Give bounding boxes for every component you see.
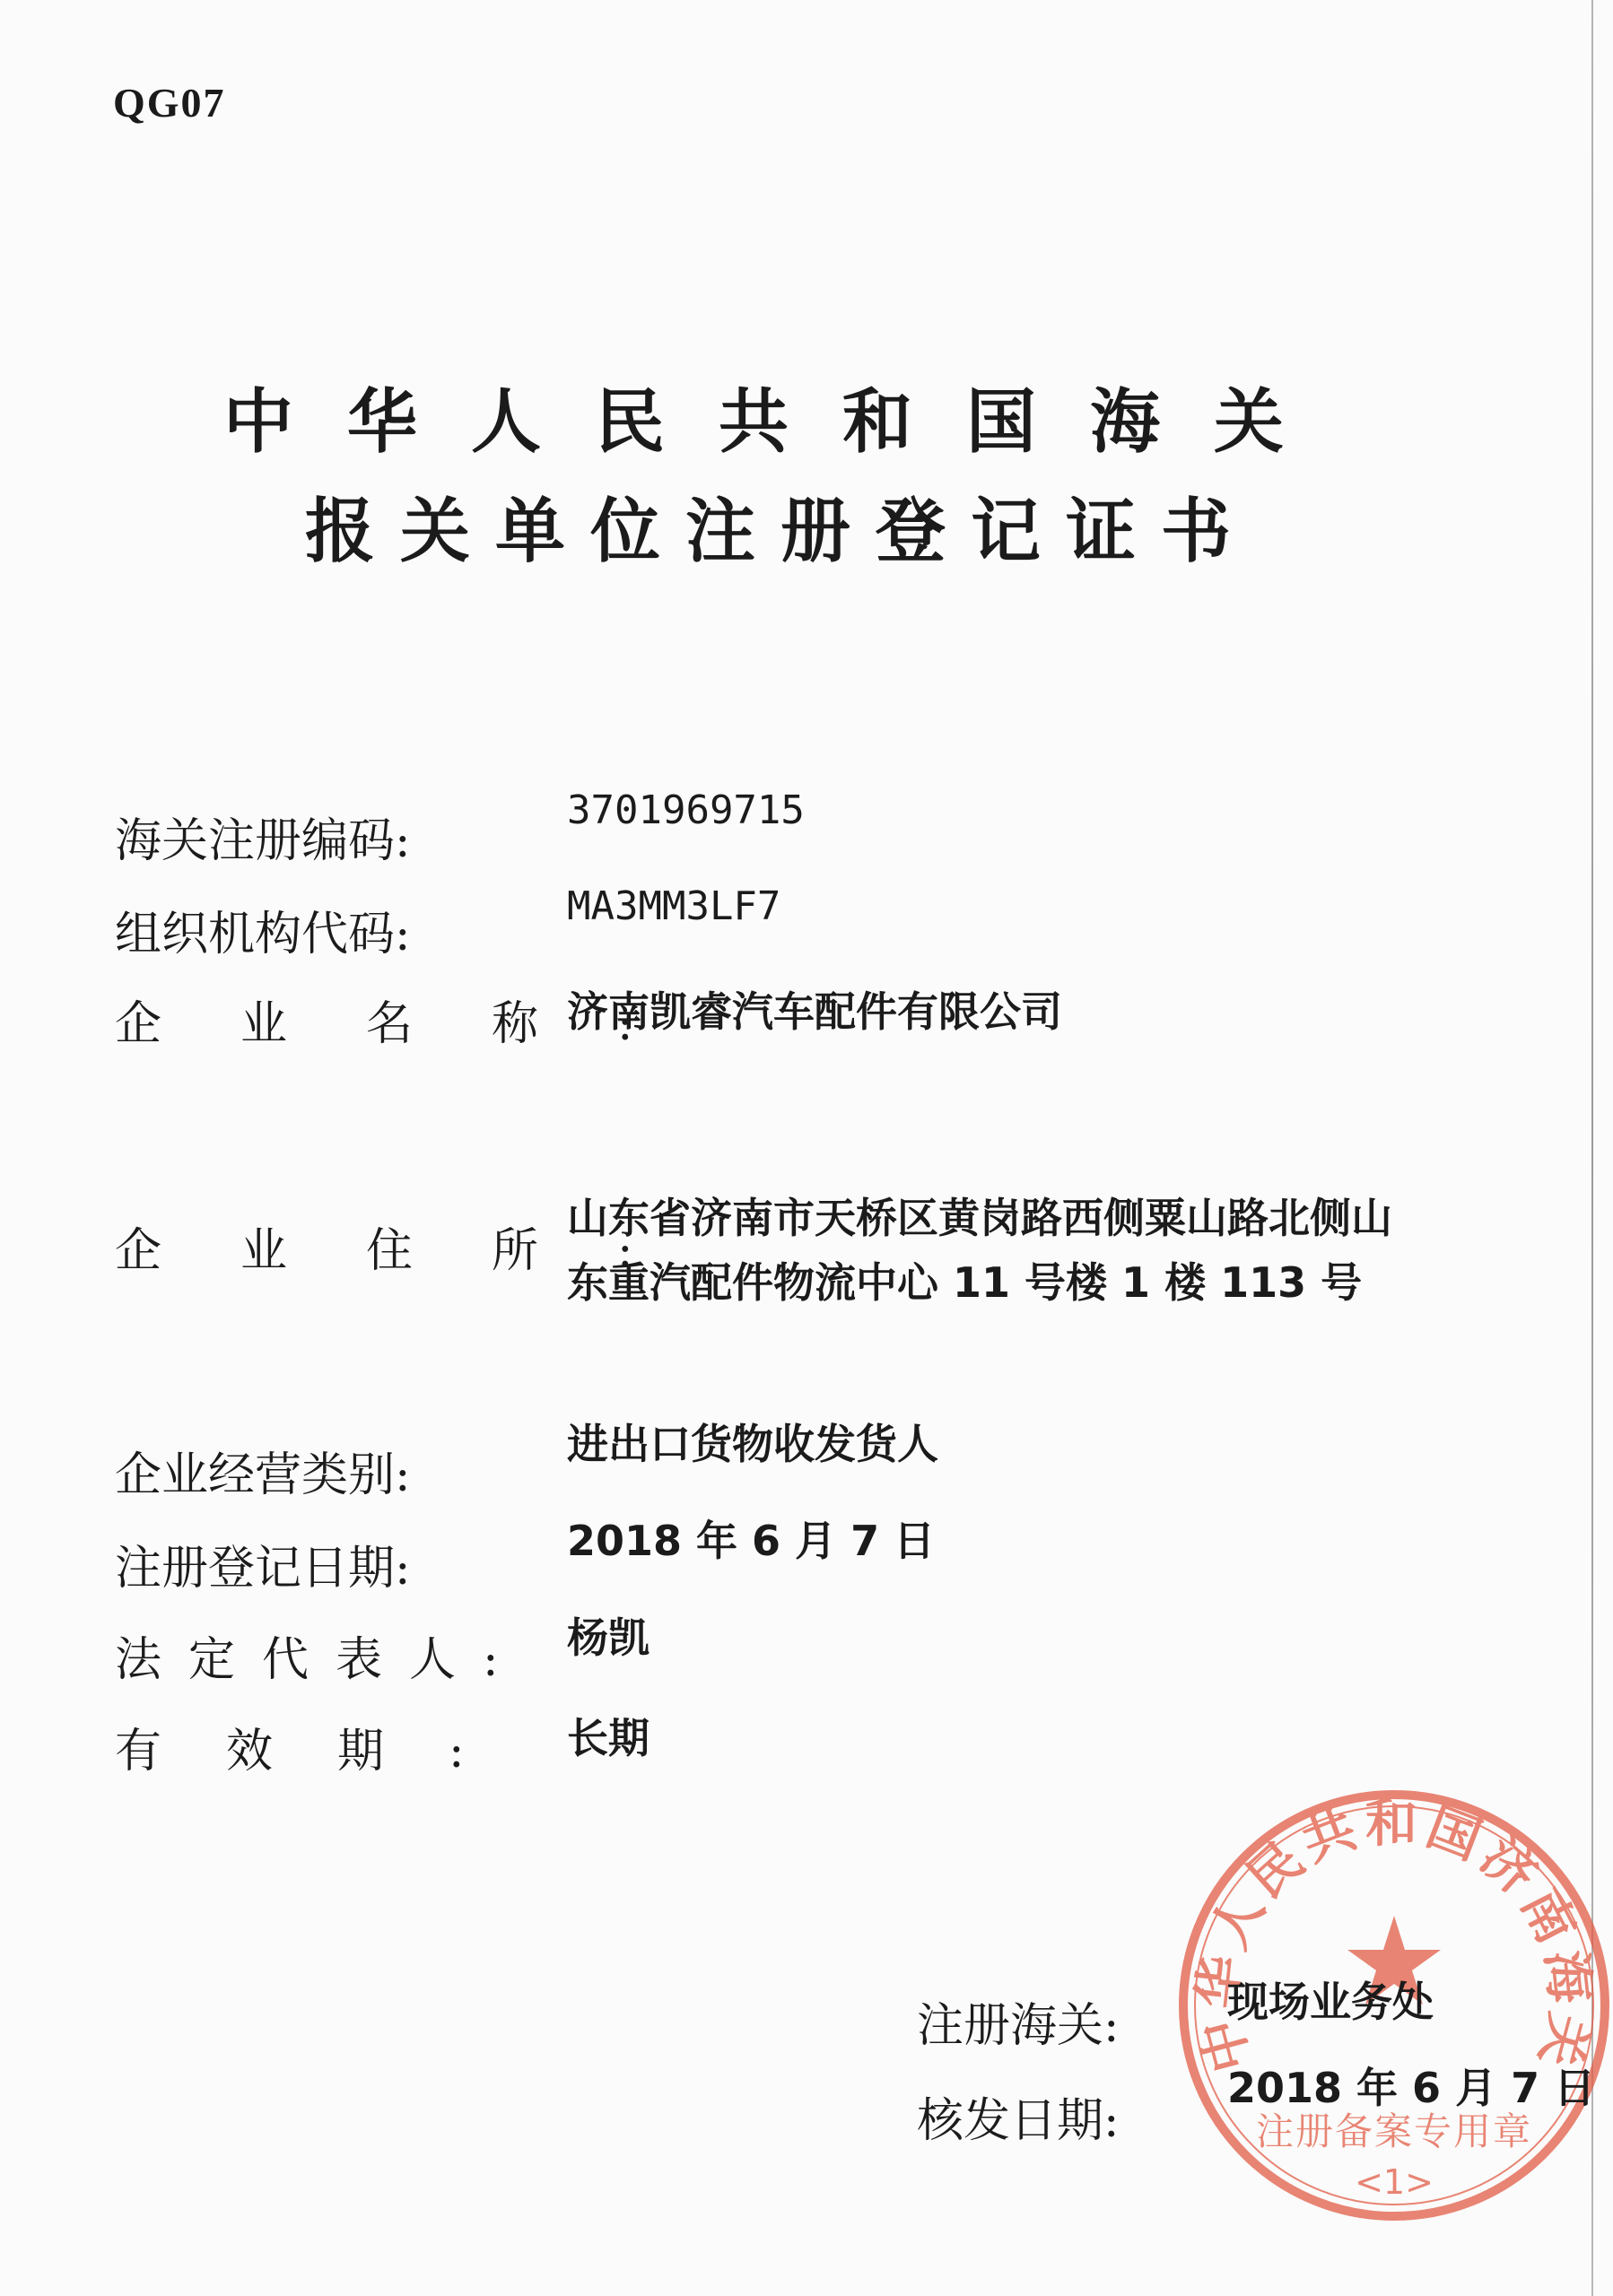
svg-text:注册备案专用章: 注册备案专用章: [1255, 2109, 1533, 2153]
business-category-value: 进出口货物收发货人: [567, 1420, 938, 1468]
company-address-value: [567, 1186, 1554, 1315]
certificate-title-line1: 中华人民共和国海关: [222, 382, 1338, 463]
legal-representative-label: 法定代表人:: [115, 1633, 526, 1687]
company-address-label: 企业住所:: [115, 1224, 712, 1278]
validity-period-label: 有效期:: [115, 1725, 529, 1779]
registration-customs-value: 现场业务处: [1227, 1978, 1434, 2026]
company-name-label: 企业名称:: [115, 997, 712, 1051]
customs-registration-code-label: 海关注册编码:: [115, 814, 411, 868]
organization-code-label: 组织机构代码:: [115, 908, 411, 961]
validity-period-value: 长期: [567, 1714, 650, 1762]
business-category-label: 企业经营类别:: [115, 1448, 411, 1502]
issue-date-value: 2018 年 6 月 7 日: [1227, 2064, 1596, 2112]
customs-registration-code-value: 3701969715: [567, 787, 805, 833]
company-name-value: 济南凯睿汽车配件有限公司: [567, 987, 1062, 1036]
organization-code-value: MA3MM3LF7: [567, 883, 781, 929]
registration-date-value: 2018 年 6 月 7 日: [567, 1517, 936, 1565]
issue-date-label: 核发日期:: [917, 2094, 1120, 2148]
company-address-line1: 山东省济南市天桥区黄岗路西侧粟山路北侧山: [567, 1194, 1392, 1242]
svg-text:中华人民共和国济南海关: 中华人民共和国济南海关: [1186, 1792, 1602, 2079]
registration-date-label: 注册登记日期:: [115, 1542, 411, 1596]
company-address-line2: 东重汽配件物流中心 11 号楼 1 楼 113 号: [567, 1258, 1363, 1307]
certificate-title-line2: 报关单位注册登记证书: [304, 491, 1256, 572]
legal-representative-value: 杨凯: [567, 1613, 650, 1662]
svg-text:<1>: <1>: [1355, 2162, 1434, 2202]
form-code: QG07: [113, 80, 226, 126]
registration-customs-label: 注册海关:: [917, 1999, 1120, 2053]
